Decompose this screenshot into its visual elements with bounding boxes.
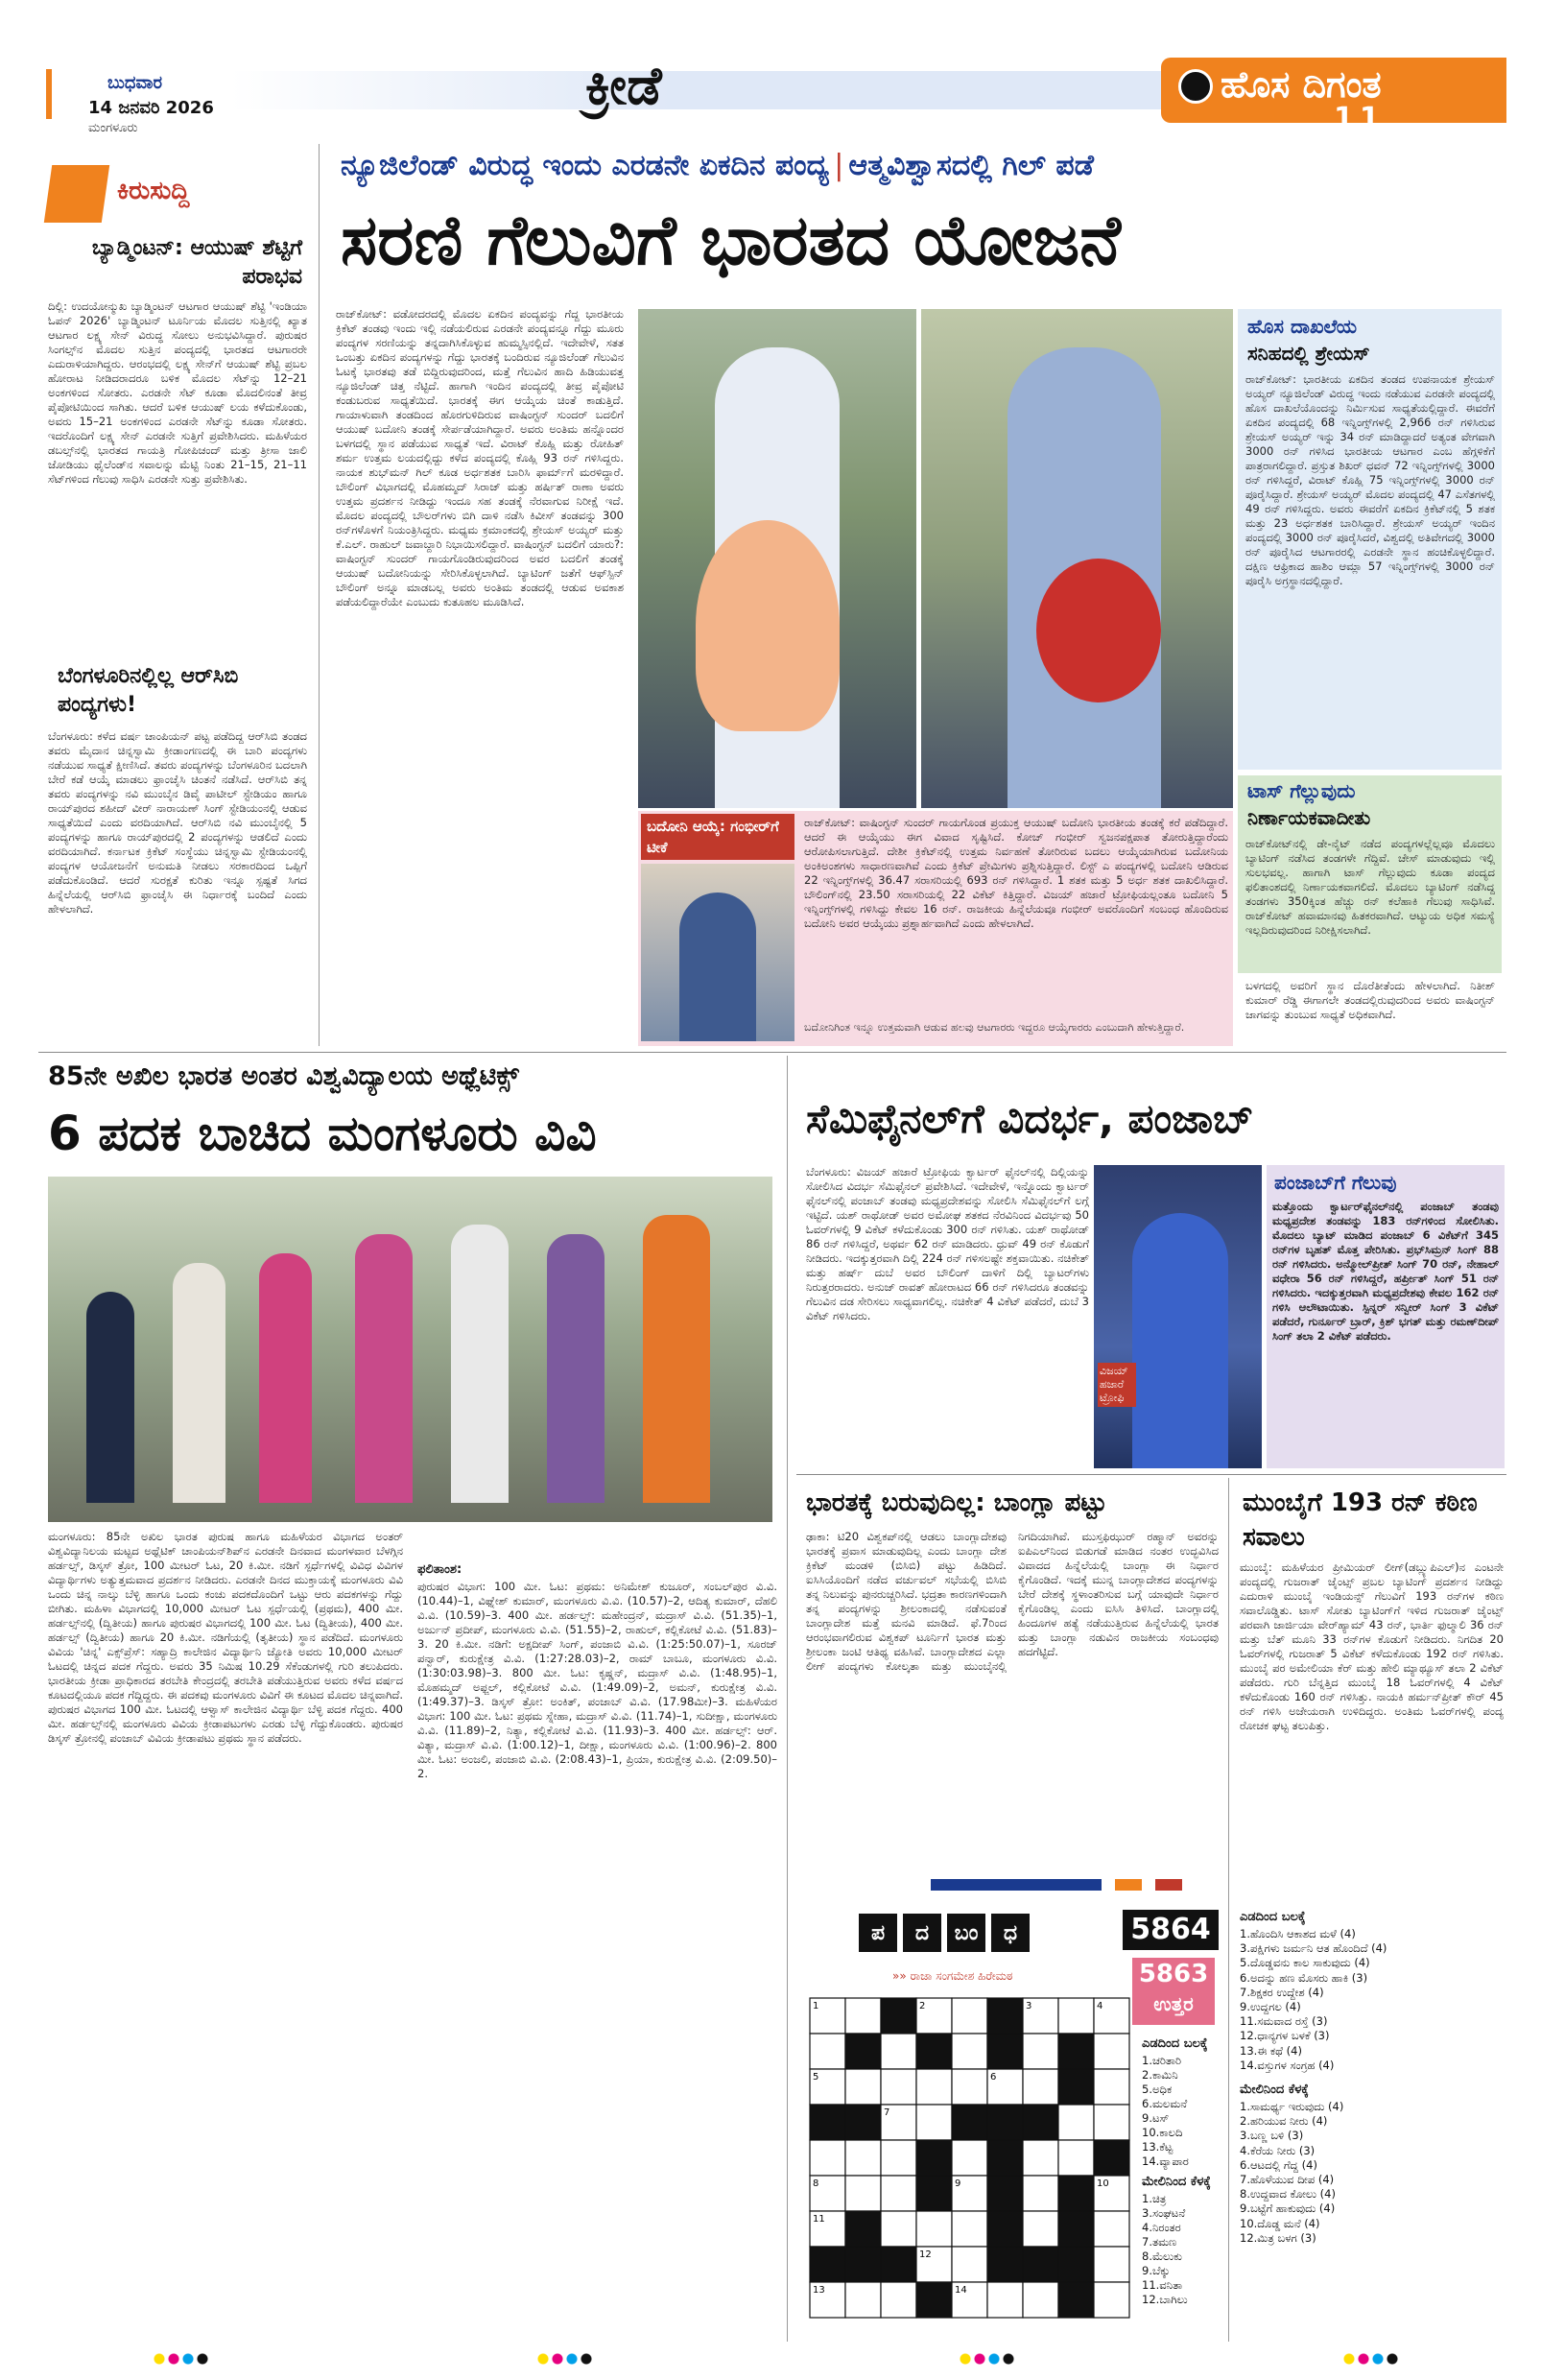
crossword-block — [1094, 2140, 1129, 2176]
crossword-block — [916, 2176, 952, 2211]
brief-body: ಬೆಂಗಳೂರು: ಕಳೆದ ವರ್ಷ ಚಾಂಪಿಯನ್ ಪಟ್ಟ ಪಡೆದಿದ್ದ ಆರ್‌ಸಿಬಿ ತಂಡದ ತವರು ಮೈದಾನ ಚಿನ್ನಸ್ವಾಮಿ ಕ್ರೀಡಾಂಗಣದಲ್ಲಿ ಈ ಬಾರಿ ಪಂದ್ಯಗಳು ನಡೆಯುವ ಸಾಧ್ಯತೆ ಕ್ಷೀಣಿಸಿದೆ. ತವರು ಪಂದ್ಯಗಳನ್ನು ಬೆಂಗಳೂರಿನ ಬದಲಾಗಿ ಬೇರೆ ಕಡೆ ಆಯ್ಕೆ ಮಾಡಲು ಫ್ರಾಂಚೈಸಿ ಚಿಂತನೆ ನಡೆಸಿದೆ. ಆರ್‌ಸಿಬಿ ತನ್ನ ತವರು ಪಂದ್ಯಗಳನ್ನು ನವಿ ಮುಂಬೈನ ಡಿವೈ ಪಾಟೀಲ್ ಸ್ಟೇಡಿಯಂ ಹಾಗೂ ರಾಯ್‌ಪುರದ ಶಹೀದ್ ವೀರ್ ನಾರಾಯಣ್ ಸಿಂಗ್ ಸ್ಟೇಡಿಯಂನಲ್ಲಿ ಆಡುವ ಸಾಧ್ಯತೆಯಿದೆ ಎಂದು ವರದಿಯಾಗಿದೆ. ಆರ್‌ಸಿಬಿ ನವಿ ಮುಂಬೈನಲ್ಲಿ 5 ಪಂದ್ಯಗಳನ್ನು ಹಾಗೂ ರಾಯ್‌ಪುರದಲ್ಲಿ 2 ಪಂದ್ಯಗಳನ್ನು ಆಡಲಿದೆ ಎಂದು ವರದಿಯಾಗಿದೆ. ಕರ್ನಾಟಕ ಕ್ರಿಕೆಟ್ ಸಂಸ್ಥೆಯು ಚಿನ್ನಸ್ವಾಮಿ ಸ್ಟೇಡಿಯಂನಲ್ಲಿ ಪಂದ್ಯಗಳ ಆಯೋಜನೆಗೆ ಅನುಮತಿ ನೀಡಲು ಸರಕಾರದಿಂದ ಒಪ್ಪಿಗೆ ಪಡೆದುಕೊಂಡಿದೆ. ಆದರೆ ಸುರಕ್ಷತೆ ಕುರಿತು ಇನ್ನೂ ಸ್ಪಷ್ಟತೆ ಸಿಗದ ಹಿನ್ನೆಲೆಯಲ್ಲಿ ಆರ್‌ಸಿಬಿ ಫ್ರಾಂಚೈಸಿ ಈ ನಿರ್ಧಾರಕ್ಕೆ ಬಂದಿದೆ ಎಂದು ಹೇಳಲಾಗಿದೆ. — [48, 729, 307, 916]
crossword-cell[interactable] — [1094, 2034, 1129, 2069]
column-divider — [1228, 1478, 1229, 2342]
punjab-title: ಪಂಜಾಬ್‌ಗೆ ಗೆಲುವು — [1274, 1171, 1397, 1194]
crossword-cell[interactable] — [845, 1998, 881, 2034]
crossword-block — [1058, 2069, 1094, 2105]
crossword-block — [810, 2105, 845, 2140]
crossword-block — [845, 2247, 881, 2282]
crossword-cell-number: 14 — [955, 2285, 967, 2296]
masthead-band — [230, 71, 1209, 109]
lead-kicker — [341, 149, 1492, 187]
crossword-clue: 8.ಮೆಲುಕು — [1142, 2249, 1182, 2263]
crossword-clue: 3.ಪಕ್ಷಿಗಳು ಜರ್ಮನಿ ಆತ ಹೊಂದಿದೆ (4) — [1240, 1941, 1387, 1956]
toss-body: ರಾಜ್‌ಕೋಟ್‌ನಲ್ಲಿ ಡೇ-ನೈಟ್ ನಡೆದ ಪಂದ್ಯಗಳಲ್ಲೆಲ್ಲವೂ ಮೊದಲು ಬ್ಯಾಟಿಂಗ್ ನಡೆಸಿದ ತಂಡಗಳೇ ಗೆದ್ದಿವೆ. ಚೇಸ್ ಮಾಡುವುದು ಇಲ್ಲಿ ಸುಲಭವಲ್ಲ. ಹಾಗಾಗಿ ಟಾಸ್ ಗೆಲ್ಲುವುದು ಕೂಡಾ ಪಂದ್ಯದ ಫಲಿತಾಂಶದಲ್ಲಿ ನಿರ್ಣಾಯಕವಾಗಲಿದೆ. ಮೊದಲು ಬ್ಯಾಟಿಂಗ್ ನಡೆಸಿದ್ದ ತಂಡಗಳು 350ಕ್ಕಿಂತ ಹೆಚ್ಚು ರನ್ ಕಲೆಹಾಕಿ ಗೆಲುವು ಸಾಧಿಸಿವೆ. ರಾಜ್‌ಕೋಟ್ ಹವಾಮಾನವು ಹಿತಕರವಾಗಿದೆ. ಆಟ್ಯುಯ ಅಧಿಕ ಸಮಸ್ಯೆ ಇಲ್ಲದಿರುವುದರಿಂದ ನಿರೀಕ್ಷಿಸಲಾಗಿದೆ. — [1245, 837, 1495, 937]
lead-kicker-right: ಆತ್ಮವಿಶ್ವಾಸದಲ್ಲಿ ಗಿಲ್ ಪಡೆ — [848, 149, 1094, 182]
lead-photo-rahul — [921, 309, 1233, 808]
column-divider — [787, 1056, 788, 2342]
crossword-clue: 9.ಬೆಕ್ಕು — [1142, 2264, 1171, 2277]
crossword-block — [916, 2034, 952, 2069]
crossword-block — [1058, 2034, 1094, 2069]
prev-crossword-label: ಉತ್ತರ — [1153, 1992, 1194, 2015]
registration-mark — [960, 2353, 1017, 2365]
crossword-block — [1058, 2176, 1094, 2211]
crossword-clue: 12.ಬಾಗಿಲು — [1142, 2293, 1188, 2306]
athletics-photo — [48, 1177, 772, 1522]
crossword-cell[interactable] — [1094, 2069, 1129, 2105]
badoni-body: ರಾಜ್‌ಕೋಟ್: ವಾಷಿಂಗ್ಟನ್ ಸುಂದರ್ ಗಾಯಗೊಂಡ ಪ್ರಯುಕ್ತ ಆಯುಷ್ ಬದೋನಿ ಭಾರತೀಯ ತಂಡಕ್ಕೆ ಕರೆ ಪಡೆದಿದ್ದಾರೆ. ಆದರೆ ಈ ಆಯ್ಕೆಯು ಈಗ ವಿವಾದ ಸೃಷ್ಟಿಸಿದೆ. ಕೋಚ್ ಗಂಭೀರ್ ಸ್ವಜನಪಕ್ಷಪಾತ ತೋರುತ್ತಿದ್ದಾರೆಂದು ಆರೋಪಿಸಲಾಗುತ್ತಿದೆ. ದೇಶೀ ಕ್ರಿಕೆಟ್‌ನಲ್ಲಿ ಉತ್ತಮ ನಿರ್ವಹಣೆ ತೋರಿರುವ ಬದಲು ಆಯ್ಕೆಯಾಗಿರುವ ಬದೋನಿಯ ಅಂಕಿಅಂಶಗಳು ಸಾಧಾರಣವಾಗಿವೆ ಎಂದು ಕ್ರಿಕೆಟ್ ಪ್ರೇಮಿಗಳು ಪ್ರಶ್ನಿಸುತ್ತಿದ್ದಾರೆ. ಲಿಸ್ಟ್ ಎ ಪಂದ್ಯಗಳಲ್ಲಿ ಬದೋನಿ ಆಡಿರುವ 22 ಇನ್ನಿಂಗ್ಸ್‌ಗಳಲ್ಲಿ 36.47 ಸರಾಸರಿಯಲ್ಲಿ 693 ರನ್ ಗಳಿಸಿದ್ದಾರೆ. 1 ಶತಕ ಮತ್ತು 5 ಅರ್ಧ ಶತಕ ದಾಖಲಿಸಿದ್ದಾರೆ. ಬೌಲಿಂಗ್‌ನಲ್ಲಿ 23.50 ಸರಾಸರಿಯಲ್ಲಿ 22 ವಿಕೆಟ್ ಕಿತ್ತಿದ್ದಾರೆ. ವಿಜಯ್ ಹಜಾರೆ ಟ್ರೋಫಿಯಲ್ಲಂತೂ ಬದೋನಿ 5 ಇನ್ನಿಂಗ್ಸ್‌ಗಳಲ್ಲಿ ಗಳಿಸಿದ್ದು ಕೇವಲ 16 ರನ್. ರಾಜಕೀಯ ಹಿನ್ನೆಲೆಯವೂ ಗಂಭೀರ್ ಅವರೊಂದಿಗೆ ಸಂಬಂಧ ಹೊಂದಿರುವ ಬದೋನಿ ಅವರ ಆಯ್ಕೆಯು ಪ್ರಶ್ನಾರ್ಹವಾಗಿದೆ ಎಂದು ಹೇಳಲಾಗಿದೆ. — [804, 816, 1228, 930]
crossword-clue: 12.ಧಾನ್ಯಗಳ ಬಳಕೆ (3) — [1240, 2029, 1330, 2043]
crossword-cell[interactable] — [1058, 2105, 1094, 2140]
athletics-body-left: ಮಂಗಳೂರು: 85ನೇ ಅಖಿಲ ಭಾರತ ಪುರುಷ ಹಾಗೂ ಮಹಿಳೆಯರ ವಿಭಾಗದ ಅಂತರ್ ವಿಶ್ವವಿದ್ಯಾನಿಲಯ ಮಟ್ಟದ ಅಥ್ಲೆಟಿಕ್ ಚಾಂಪಿಯನ್‌ಶಿಪ್‌ನ ಎರಡನೇ ದಿನವಾದ ಮಂಗಳವಾರ ಬೆಳಗ್ಗಿನ ಹರ್ಡಲ್ಸ್, ಡಿಸ್ಕಸ್ ತ್ರೋ, 100 ಮೀಟರ್ ಓಟ, 20 ಕಿ.ಮೀ. ನಡಿಗೆ ಸ್ಪರ್ಧೆಗಳಲ್ಲಿ ವಿವಿಧ ವಿವಿಗಳ ವಿದ್ಯಾರ್ಥಿಗಳು ಅತ್ಯುತ್ತಮವಾದ ಪ್ರದರ್ಶನ ನೀಡಿದರು. ಎರಡನೇ ದಿನದ ಮುಕ್ತಾಯಕ್ಕೆ ಮಂಗಳೂರು ವಿವಿ ಒಂದು ಚಿನ್ನ ನಾಲ್ಕು ಬೆಳ್ಳಿ ಹಾಗೂ ಒಂದು ಕಂಚು ಪದಕದೊಂದಿಗೆ ಒಟ್ಟು ಆರು ಪದಕಗಳನ್ನು ಗೆದ್ದು ಬೀಗಿತು. ಮಹಿಳಾ ವಿಭಾಗದಲ್ಲಿ 10,000 ಮೀಟರ್ ಓಟ ಸ್ಪರ್ಧೆಯಲ್ಲಿ (ಪ್ರಥಮ), 400 ಮೀ. ಹರ್ಡಲ್ಸ್‌ನಲ್ಲಿ (ದ್ವಿತೀಯ) ಹಾಗೂ ಪುರುಷರ ವಿಭಾಗದಲ್ಲಿ 100 ಮೀ. ಓಟ (ದ್ವಿತೀಯ), 400 ಮೀ. ಹರ್ಡಲ್ಸ್ (ದ್ವಿತೀಯ) ಹಾಗೂ 20 ಕಿ.ಮೀ. ನಡಿಗೆಯಲ್ಲಿ (ತೃತೀಯ) ಸ್ಥಾನ ಪಡೆದಿದೆ. ಮಂಗಳೂರು ವಿವಿಯ 'ಚಿನ್ನ' ಎಕ್ಸ್‌ಪ್ರೆಸ್: ಸಹ್ಯಾದ್ರಿ ಕಾಲೇಜಿನ ವಿದ್ಯಾರ್ಥಿನಿ ಜ್ಯೋತಿ ಅವರು 10,000 ಮೀಟರ್ ಓಟದಲ್ಲಿ ಚಿನ್ನದ ಪದಕ ಗೆದ್ದರು. ಅವರು 35 ನಿಮಿಷ 10.29 ಸೆಕೆಂಡುಗಳಲ್ಲಿ ಗುರಿ ತಲುಪಿದರು. ಭಾರತೀಯ ಕ್ರೀಡಾ ಪ್ರಾಧಿಕಾರದ ತರಬೇತಿ ಕೇಂದ್ರದಲ್ಲಿ ತರಬೇತಿ ಪಡೆಯುತ್ತಿರುವ ಅವರು ಕಳೆದ ವರ್ಷದ ಕೂಟದಲ್ಲಿಯೂ ಪದಕ ಗೆದ್ದಿದ್ದರು. ಈ ಪದಕವು ಮಂಗಳೂರು ವಿವಿಗೆ ಈ ಕೂಟದ ಮೊದಲ ಚಿನ್ನವಾಗಿದೆ. ಪುರುಷರ ವಿಭಾಗದ 100 ಮೀ. ಓಟದಲ್ಲಿ ಆಳ್ವಾಸ್ ಕಾಲೇಜಿನ ವಿದ್ಯಾರ್ಥಿ ಬೆಳ್ಳಿ ಪದಕ ಗೆದ್ದರು. 400 ಮೀ. ಹರ್ಡಲ್ಸ್‌ನಲ್ಲಿ ಮಂಗಳೂರು ವಿವಿಯ ಕ್ರೀಡಾಪಟುಗಳು ಎರಡು ಬೆಳ್ಳಿ ಗೆದ್ದುಕೊಂಡರು. ಪುರುಷರ ಡಿಸ್ಕಸ್ ತ್ರೋನಲ್ಲಿ ಪಂಜಾಬ್ ವಿವಿಯ ಕ್ರೀಡಾಪಟು ಪ್ರಥಮ ಸ್ಥಾನ ಪಡೆದರು. — [48, 1530, 403, 1745]
crossword-clue: 7.ಶಿಕ್ಷಕರ ಉದ್ದೇಶ (4) — [1240, 1985, 1324, 1999]
badoni-caption: ಬದೋನಿಗಿಂತ ಇನ್ನೂ ಉತ್ತಮವಾಗಿ ಆಡುವ ಹಲವು ಆಟಗಾರರು ಇದ್ದರೂ ಆಯ್ಕೆಗಾರರು ಎಂಬುದಾಗಿ ಹೇಳುತ್ತಿದ್ದಾರೆ. — [804, 1021, 1185, 1034]
athletics-headline: 6 ಪದಕ ಬಾಚಿದ ಮಂಗಳೂರು ವಿವಿ — [48, 1106, 597, 1161]
semis-photo — [1094, 1165, 1262, 1468]
crossword-cell[interactable] — [881, 2069, 916, 2105]
crossword-cell[interactable] — [1094, 2211, 1129, 2247]
crossword-clue: 6.ಮಲಮನೆ — [1142, 2097, 1188, 2110]
crossword-block — [987, 2247, 1023, 2282]
prev-across-list — [1142, 2054, 1228, 2169]
masthead-city: ಮಂಗಳೂರು — [88, 121, 138, 135]
crossword-block — [916, 2282, 952, 2318]
crossword-block — [987, 2105, 1023, 2140]
paper-logo-icon — [1178, 69, 1213, 104]
badoni-photo — [641, 864, 794, 1041]
hand-icon — [44, 165, 109, 223]
brief-body: ದಿಲ್ಲಿ: ಉದಯೋನ್ಮುಖ ಬ್ಯಾಡ್ಮಿಂಟನ್ ಆಟಗಾರ ಆಯುಷ್ ಶೆಟ್ಟಿ 'ಇಂಡಿಯಾ ಓಪನ್ 2026' ಬ್ಯಾಡ್ಮಿಂಟನ್ ಟೂರ್ನಿಯ ಮೊದಲ ಸುತ್ತಿನಲ್ಲಿ ಖ್ಯಾತ ಆಟಗಾರ ಲಕ್ಷ್ಯ ಸೇನ್ ವಿರುದ್ಧ ಸೋಲು ಅನುಭವಿಸಿದ್ದಾರೆ. ಪುರುಷರ ಸಿಂಗಲ್ಸ್‌ನ ಮೊದಲ ಸುತ್ತಿನ ಪಂದ್ಯದಲ್ಲಿ ಭಾರತದ ಆಟಗಾರರೇ ಎದುರಾಳಿಯಾಗಿದ್ದರು. ಆರಂಭದಲ್ಲಿ ಲಕ್ಷ್ಯ ಸೇನ್‌ಗೆ ಆಯುಷ್ ಶೆಟ್ಟಿ ಪ್ರಬಲ ಹೋರಾಟ ನೀಡಿದರಾದರೂ ಬಳಿಕ ಮೊದಲ ಸೆಟ್‌ನ್ನು 12–21 ಅಂಕಗಳಿಂದ ಸೋತರು. ಎರಡನೇ ಸೆಟ್ ಕೂಡಾ ಮೊದಲಿನಂತೆ ತೀವ್ರ ಪೈಪೋಟಿಯಿಂದ ಸಾಗಿತು. ಆದರೆ ಬಳಿಕ ಆಯುಷ್ ಲಯ ಕಳೆದುಕೊಂಡು, ಅವರು 15–21 ಅಂಕಗಳಿಂದ ಎರಡನೇ ಸೆಟ್‌ನ್ನು ಕೂಡಾ ಸೋತರು. ಇದರೊಂದಿಗೆ ಲಕ್ಷ್ಯ ಸೇನ್ ಎರಡನೇ ಸುತ್ತಿಗೆ ಪ್ರವೇಶಿಸಿದರು. ಮಹಿಳೆಯರ ಡಬಲ್ಸ್‌ನಲ್ಲಿ ಭಾರತದ ಗಾಯತ್ರಿ ಗೋಪಿಚಂದ್ ಮತ್ತು ತ್ರೀಸಾ ಜಾಲಿ ಜೋಡಿಯು ಥೈಲೆಂಡ್‌ನ ಸವಾಲನ್ನು ಮೆಟ್ಟಿ ನಿಂತು 21–15, 21–11 ಸೆಟ್‌ಗಳಿಂದ ಗೆಲುವು ಸಾಧಿಸಿ ಎರಡನೇ ಸುತ್ತು ಪ್ರವೇಶಿಸಿತು. — [48, 299, 307, 486]
masthead-date: 14 ಜನವರಿ 2026 — [88, 98, 214, 118]
column-divider — [319, 144, 320, 1046]
crossword-cell-number: 7 — [884, 2107, 890, 2118]
crossword-cell-number: 9 — [955, 2178, 961, 2189]
semis-headline: ಸೆಮಿಫೈನಲ್‌ಗೆ ವಿದರ್ಭ, ಪಂಜಾಬ್ — [806, 1095, 1254, 1142]
crossword-cell[interactable] — [916, 2105, 952, 2140]
clues-across-title: ಎಡದಿಂದ ಬಲಕ್ಕೆ — [1240, 1910, 1306, 1924]
bangla-body: ಢಾಕಾ: ಟಿ20 ವಿಶ್ವಕಪ್‌ನಲ್ಲಿ ಆಡಲು ಬಾಂಗ್ಲಾದೇಶವು ಭಾರತಕ್ಕೆ ಪ್ರವಾಸ ಮಾಡುವುದಿಲ್ಲ ಎಂದು ಬಾಂಗ್ಲಾ ದೇಶ ಕ್ರಿಕೆಟ್ ಮಂಡಳಿ (ಬಿಸಿಬಿ) ಪಟ್ಟು ಹಿಡಿದಿದೆ. ಐಸಿಸಿಯೊಂದಿಗೆ ನಡೆದ ವರ್ಚುವಲ್ ಸಭೆಯಲ್ಲಿ ಬಿಸಿಬಿ ತನ್ನ ನಿಲುವನ್ನು ಪುನರುಚ್ಚರಿಸಿದೆ. ಭದ್ರತಾ ಕಾರಣಗಳಿಂದಾಗಿ ತನ್ನ ಪಂದ್ಯಗಳನ್ನು ಶ್ರೀಲಂಕಾದಲ್ಲಿ ನಡೆಸುವಂತೆ ಬಾಂಗ್ಲಾದೇಶ ಮತ್ತೆ ಮನವಿ ಮಾಡಿದೆ. ಫೆ.7ರಿಂದ ಆರಂಭವಾಗಲಿರುವ ವಿಶ್ವಕಪ್ ಟೂರ್ನಿಗೆ ಭಾರತ ಮತ್ತು ಶ್ರೀಲಂಕಾ ಜಂಟಿ ಆತಿಥ್ಯ ವಹಿಸಿವೆ. ಬಾಂಗ್ಲಾದೇಶದ ಎಲ್ಲಾ ಲೀಗ್ ಪಂದ್ಯಗಳು ಕೋಲ್ಕತಾ ಮತ್ತು ಮುಂಬೈನಲ್ಲಿ ನಿಗದಿಯಾಗಿವೆ. ಮುಸ್ತಫಿಝುರ್ ರಹ್ಮಾನ್ ಅವರನ್ನು ಐಪಿಎಲ್‌ನಿಂದ ಬಿಡುಗಡೆ ಮಾಡಿದ ನಂತರ ಉದ್ಭವಿಸಿದ ವಿವಾದದ ಹಿನ್ನೆಲೆಯಲ್ಲಿ ಬಾಂಗ್ಲಾ ಈ ನಿರ್ಧಾರ ಕೈಗೊಂಡಿದೆ. ಇದಕ್ಕೆ ಮುನ್ನ ಬಾಂಗ್ಲಾದೇಶದ ಪಂದ್ಯಗಳನ್ನು ಬೇರೆ ದೇಶಕ್ಕೆ ಸ್ಥಳಾಂತರಿಸುವ ಬಗ್ಗೆ ಯಾವುದೇ ನಿರ್ಧಾರ ಕೈಗೊಂಡಿಲ್ಲ ಎಂದು ಐಸಿಸಿ ತಿಳಿಸಿದೆ. ಬಾಂಗ್ಲಾದಲ್ಲಿ ಹಿಂದೂಗಳ ಹತ್ಯೆ ನಡೆಯುತ್ತಿರುವ ಹಿನ್ನೆಲೆಯಲ್ಲಿ ಭಾರತ ಮತ್ತು ಬಾಂಗ್ಲಾ ನಡುವಿನ ರಾಜಕೀಯ ಸಂಬಂಧವು ಹದಗೆಟ್ಟಿದೆ. — [806, 1530, 1219, 1673]
crossword-cell-number: 3 — [1026, 2001, 1032, 2011]
crossword-author: »» ರಾಜಾ ಸಂಗಮೇಶ ಹಿರೇಮಠ — [892, 1969, 1013, 1983]
kirusuddi-label: ಕಿರುಸುದ್ದಿ — [117, 177, 190, 205]
crossword-clue: 1.ಹೊಂದಿಸಿ ಆಕಾಶದ ಮಳೆ (4) — [1240, 1927, 1356, 1940]
crossword-block — [916, 2140, 952, 2176]
crossword-cell[interactable] — [1023, 2069, 1058, 2105]
bouquet — [696, 520, 840, 731]
crossword-clue: 1.ಸಾಮರ್ಥ್ಯ ಇರುವುದು (4) — [1240, 2100, 1344, 2113]
crossword-clue: 11.ಸಮವಾದ ರಸ್ತೆ (3) — [1240, 2014, 1328, 2029]
runner-figure — [547, 1234, 605, 1503]
crossword-cell[interactable] — [1023, 2282, 1058, 2318]
athletics-results-title: ಫಲಿತಾಂಶ: — [417, 1562, 462, 1577]
crossword-cell[interactable] — [952, 1998, 987, 2034]
crossword-cell[interactable] — [1023, 2176, 1058, 2211]
crossword-cell-number: 6 — [990, 2072, 997, 2082]
bouquet — [1036, 559, 1161, 702]
athletics-kicker: 85ನೇ ಅಖಿಲ ಭಾರತ ಅಂತರ ವಿಶ್ವವಿದ್ಯಾಲಯ ಅಥ್ಲೆಟಿಕ್ಸ್ — [48, 1061, 519, 1091]
semis-photo-caption: ವಿಜಯ್ ಹಜಾರೆ ಟ್ರೋಫಿ — [1098, 1363, 1136, 1407]
crossword-cell[interactable] — [1023, 2211, 1058, 2247]
iyer-body: ರಾಜ್‌ಕೋಟ್: ಭಾರತೀಯ ಏಕದಿನ ತಂಡದ ಉಪನಾಯಕ ಶ್ರೇಯಸ್ ಅಯ್ಯರ್ ನ್ಯೂಜಿಲೆಂಡ್ ವಿರುದ್ಧ ಇಂದು ನಡೆಯುವ ಎರಡನೇ ಪಂದ್ಯದಲ್ಲಿ ಹೊಸ ದಾಖಲೆಯೊಂದನ್ನು ನಿರ್ಮಿಸುವ ಸಾಧ್ಯತೆಯಲ್ಲಿದ್ದಾರೆ. ಈವರೆಗೆ ಏಕದಿನ ಪಂದ್ಯದಲ್ಲಿ 68 ಇನ್ನಿಂಗ್ಸ್‌ಗಳಲ್ಲಿ 2,966 ರನ್ ಗಳಿಸಿರುವ ಶ್ರೇಯಸ್ ಅಯ್ಯರ್ ಇನ್ನು 34 ರನ್ ಮಾಡಿದ್ದಾದರೆ ಅತ್ಯಂತ ವೇಗವಾಗಿ 3000 ರನ್ ಗಳಿಸಿದ ಭಾರತೀಯ ಆಟಗಾರ ಎಂಬ ಹೆಗ್ಗಳಿಕೆಗೆ ಪಾತ್ರರಾಗಲಿದ್ದಾರೆ. ಪ್ರಸ್ತುತ ಶಿಖರ್ ಧವನ್ 72 ಇನ್ನಿಂಗ್ಸ್‌ಗಳಲ್ಲಿ 3000 ರನ್ ಗಳಿಸಿದ್ದರೆ, ವಿರಾಟ್ ಕೊಹ್ಲಿ 75 ಇನ್ನಿಂಗ್ಸ್‌ಗಳಲ್ಲಿ 3000 ರನ್ ಪೂರೈಸಿದ್ದಾರೆ. ಶ್ರೇಯಸ್ ಅಯ್ಯರ್ ಮೊದಲ ಪಂದ್ಯದಲ್ಲಿ 47 ಎಸೆತಗಳಲ್ಲಿ 49 ರನ್ ಗಳಿಸಿದ್ದರು. ಅವರು ಈವರೆಗೆ ಏಕದಿನ ಕ್ರಿಕೆಟ್‌ನಲ್ಲಿ 5 ಶತಕ ಮತ್ತು 23 ಅರ್ಧಶತಕ ಬಾರಿಸಿದ್ದಾರೆ. ಶ್ರೇಯಸ್ ಅಯ್ಯರ್ ಇಂದಿನ ಪಂದ್ಯದಲ್ಲಿ 3000 ರನ್ ಪೂರೈಸಿದರೆ, ವಿಶ್ವದಲ್ಲಿ ಅತಿವೇಗದಲ್ಲಿ 3000 ರನ್ ಪೂರೈಸಿದ ಆಟಗಾರರಲ್ಲಿ ಎರಡನೇ ಸ್ಥಾನ ಹಂಚಿಕೊಳ್ಳಲಿದ್ದಾರೆ. ದಕ್ಷಿಣ ಆಫ್ರಿಕಾದ ಹಾಶಿಂ ಆಮ್ಲಾ 57 ಇನ್ನಿಂಗ್ಸ್‌ಗಳಲ್ಲಿ 3000 ರನ್ ಪೂರೈಸಿ ಅಗ್ರಸ್ಥಾನದಲ್ಲಿದ್ದಾರೆ. — [1245, 372, 1495, 587]
lead-kicker-left: ನ್ಯೂಜಿಲೆಂಡ್ ವಿರುದ್ಧ ಇಂದು ಎರಡನೇ ಏಕದಿನ ಪಂದ್ಯ — [341, 149, 830, 182]
crossword-number: 5864 — [1123, 1910, 1219, 1950]
clues-down-list — [1240, 2100, 1504, 2246]
crossword-cell-number: 12 — [919, 2249, 932, 2260]
crossword-cell[interactable] — [952, 2034, 987, 2069]
registration-mark — [537, 2353, 595, 2365]
crossword-cell[interactable] — [881, 2034, 916, 2069]
kirusuddi-badge — [48, 165, 299, 223]
crossword-clue: 13.ಈ ಕಥೆ (4) — [1240, 2043, 1302, 2058]
crossword-block — [1023, 2105, 1058, 2140]
iyer-headline-2: ಸನಿಹದಲ್ಲಿ ಶ್ರೇಯಸ್ — [1247, 342, 1370, 365]
crossword-clue: 1.ಚರಿತಾರಿ — [1142, 2054, 1182, 2067]
kicker-separator: | — [834, 149, 844, 182]
athletics-body-right: ಪುರುಷರ ವಿಭಾಗ: 100 ಮೀ. ಓಟ: ಪ್ರಥಮ: ಅನಿಮೇಶ್ ಕುಜೂರ್, ಸಂಬಲ್‌ಪುರ ವಿ.ವಿ. (10.44)–1, ವಿಘ್ನೇಶ್ ಕುಮಾರ್, ಮಂಗಳೂರು ವಿ.ವಿ. (10.57)–2, ಆದಿತ್ಯ ಕುಮಾರ್, ದೆಹಲಿ ವಿ.ವಿ. (10.59)–3. 400 ಮೀ. ಹರ್ಡಲ್ಸ್: ಮಹೇಂದ್ರನ್, ಮದ್ರಾಸ್ ವಿ.ವಿ. (51.35)–1, ಅರ್ಜುನ್ ಪ್ರದೀಪ್, ಮಂಗಳೂರು ವಿ.ವಿ. (51.55)–2, ರಾಹುಲ್, ಕಲ್ಲಿಕೋಟೆ ವಿ.ವಿ. (51.83)–3. 20 ಕಿ.ಮೀ. ನಡಿಗೆ: ಅಕ್ಷದೀಪ್ ಸಿಂಗ್, ಪಂಜಾಬಿ ವಿ.ವಿ. (1:25:50.07)–1, ಸೂರಜ್ ಪನ್ವಾರ್, ಕುರುಕ್ಷೇತ್ರ ವಿ.ವಿ. (1:27:28.03)–2, ರಾಮ್ ಬಾಬೂ, ಮಂಗಳೂರು ವಿ.ವಿ. (1:30:03.98)–3. 800 ಮೀ. ಓಟ: ಕೃಷ್ಣನ್, ಮದ್ರಾಸ್ ವಿ.ವಿ. (1:48.95)–1, ಮೊಹಮ್ಮದ್ ಅಫ್ಜಲ್, ಕಲ್ಲಿಕೋಟೆ ವಿ.ವಿ. (1:49.09)–2, ಅಮನ್, ಕುರುಕ್ಷೇತ್ರ ವಿ.ವಿ. (1:49.37)–3. ಡಿಸ್ಕಸ್ ತ್ರೋ: ಅಂಕಿತ್, ಪಂಜಾಬ್ ವಿ.ವಿ. (17.98ಮೀ)–3. ಮಹಿಳೆಯರ ವಿಭಾಗ: 100 ಮೀ. ಓಟ: ಪ್ರಥಮ ಸ್ನೇಹಾ, ಮದ್ರಾಸ್ ವಿ.ವಿ. (11.74)–1, ಸುದೀಕ್ಷಾ, ಮಂಗಳೂರು ವಿ.ವಿ. (11.89)–2, ನಿತ್ಯಾ, ಕಲ್ಲಿಕೋಟೆ ವಿ.ವಿ. (11.93)–3. 400 ಮೀ. ಹರ್ಡಲ್ಸ್: ಆರ್. ವಿತ್ಯಾ, ಮದ್ರಾಸ್ ವಿ.ವಿ. (1:00.12)–1, ದೀಕ್ಷಾ, ಮಂಗಳೂರು ವಿ.ವಿ. (1:00.96)–2. 800 ಮೀ. ಓಟ: ಅಂಜಲಿ, ಪಂಜಾಬಿ ವಿ.ವಿ. (2:08.43)–1, ಪ್ರಿಯಾ, ಕುರುಕ್ಷೇತ್ರ ವಿ.ವಿ. (2:09.50)–2. — [417, 1580, 777, 1780]
crossword-cell-number: 1 — [813, 2001, 819, 2011]
crossword-cell-number: 10 — [1097, 2178, 1109, 2189]
crossword-cell[interactable] — [810, 2034, 845, 2069]
crossword-block — [987, 2034, 1023, 2069]
toss-headline-2: ನಿರ್ಣಾಯಕವಾದೀತು — [1247, 806, 1371, 829]
crossword-block — [987, 2140, 1023, 2176]
lead-body: ರಾಜ್‌ಕೋಟ್: ವಡೋದರದಲ್ಲಿ ಮೊದಲ ಏಕದಿನ ಪಂದ್ಯವನ್ನು ಗೆದ್ದ ಭಾರತೀಯ ಕ್ರಿಕೆಟ್ ತಂಡವು ಇಂದು ಇಲ್ಲಿ ನಡೆಯಲಿರುವ ಎರಡನೇ ಪಂದ್ಯವನ್ನೂ ಗೆದ್ದು ಮೂರು ಪಂದ್ಯಗಳ ಸರಣಿಯನ್ನು ತನ್ನದಾಗಿಸಿಕೊಳ್ಳುವ ಹುಮ್ಮಸ್ಸಿನಲ್ಲಿದೆ. ಇದೇವೇಳೆ, ಸತತ ಒಂಬತ್ತು ಏಕದಿನ ಪಂದ್ಯಗಳನ್ನು ಗೆದ್ದು ಭಾರತಕ್ಕೆ ಬಂದಿರುವ ನ್ಯೂಜಿಲೆಂಡ್ ಗೆಲುವಿನ ಓಟಕ್ಕೆ ಭಾರತವು ತಡೆ ಬಿದ್ದಿರುವುದರಿಂದ, ಮತ್ತೆ ಗೆಲುವಿನ ಹಾದಿ ಹಿಡಿಯುವತ್ತ ನ್ಯೂಜಿಲೆಂಡ್ ಚಿತ್ತ ನೆಟ್ಟಿದೆ. ಹಾಗಾಗಿ ಇಂದಿನ ಪಂದ್ಯದಲ್ಲಿ ತೀವ್ರ ಪೈಪೋಟಿ ಕಂಡುಬರುವ ಸಾಧ್ಯತೆಯಿದೆ. ಭಾರತಕ್ಕೆ ಈಗ ಆಯ್ಕೆಯ ಚಿಂತೆ ಕಾಡುತ್ತಿದೆ. ಗಾಯಾಳುವಾಗಿ ತಂಡದಿಂದ ಹೊರಗುಳಿದಿರುವ ವಾಷಿಂಗ್ಟನ್ ಸುಂದರ್ ಬದಲಿಗೆ ಆಯುಷ್ ಬದೋನಿ ತಂಡಕ್ಕೆ ಸೇರ್ಪಡೆಯಾಗಿದ್ದಾರೆ. ಅವರು ಅಂತಿಮ ಹನ್ನೊಂದರ ಬಳಗದಲ್ಲಿ ಸ್ಥಾನ ಪಡೆಯುವ ಸಾಧ್ಯತೆ ಇದೆ. ವಿರಾಟ್ ಕೊಹ್ಲಿ ಮತ್ತು ರೋಹಿತ್ ಶರ್ಮ ಉತ್ತಮ ಲಯದಲ್ಲಿದ್ದು ಕಳೆದ ಪಂದ್ಯದಲ್ಲಿ ಕೊಹ್ಲಿ 93 ರನ್ ಗಳಿಸಿದ್ದರು. ನಾಯಕ ಶುಭ್‌ಮನ್ ಗಿಲ್ ಕೂಡ ಅರ್ಧಶತಕ ಬಾರಿಸಿ ಫಾರ್ಮ್‌ಗೆ ಮರಳಿದ್ದಾರೆ. ಬೌಲಿಂಗ್ ವಿಭಾಗದಲ್ಲಿ ಮೊಹಮ್ಮದ್ ಸಿರಾಜ್ ಮತ್ತು ಹರ್ಷಿತ್ ರಾಣಾ ಅವರು ಉತ್ತಮ ಪ್ರದರ್ಶನ ನೀಡಿದ್ದು ಇಂದೂ ಸಹ ತಂಡಕ್ಕೆ ನೆರವಾಗುವ ನಿರೀಕ್ಷೆ ಇದೆ. ಮೊದಲ ಪಂದ್ಯದಲ್ಲಿ ಬೌಲರ್‌ಗಳು ಬಿಗಿ ದಾಳಿ ನಡೆಸಿ ಕಿವೀಸ್ ತಂಡವನ್ನು 300 ರನ್‌ಗಳೊಳಗೆ ನಿಯಂತ್ರಿಸಿದ್ದರು. ಮಧ್ಯಮ ಕ್ರಮಾಂಕದಲ್ಲಿ ಶ್ರೇಯಸ್ ಅಯ್ಯರ್ ಮತ್ತು ಕೆ.ಎಲ್. ರಾಹುಲ್ ಜವಾಬ್ದಾರಿ ನಿಭಾಯಿಸಲಿದ್ದಾರೆ. ವಾಷಿಂಗ್ಟನ್ ಬದಲಿಗೆ ಯಾರು?: ವಾಷಿಂಗ್ಟನ್ ಸುಂದರ್ ಗಾಯಗೊಂಡಿರುವುದರಿಂದ ಅವರ ಬದಲಿಗೆ ತಂಡಕ್ಕೆ ಆಯುಷ್ ಬದೋನಿಯನ್ನು ಸೇರಿಸಿಕೊಳ್ಳಲಾಗಿದೆ. ಬ್ಯಾಟಿಂಗ್ ಜತೆಗೆ ಆಫ್‌ಸ್ಪಿನ್ ಬೌಲಿಂಗ್ ಅನ್ನೂ ಮಾಡಬಲ್ಲ ಅವರು ಅಂತಿಮ ತಂಡದಲ್ಲಿ ಆಡುವ ಅವಕಾಶ ಪಡೆಯಲಿದ್ದಾರೆಯೇ ಎಂಬುದು ಕುತೂಹಲ ಮೂಡಿಸಿದೆ. — [336, 307, 624, 608]
clues-across-list — [1240, 1927, 1504, 2073]
color-strip — [1075, 1879, 1209, 1891]
crossword-clue: 13.ಕೆಟ್ಟ — [1142, 2140, 1174, 2154]
crossword-clue: 1.ಚಿತ್ರ — [1142, 2192, 1167, 2205]
crossword-cell[interactable] — [881, 2176, 916, 2211]
masthead — [0, 0, 1541, 134]
masthead-left-bar — [46, 69, 52, 119]
crossword-cell[interactable] — [845, 2282, 881, 2318]
crossword-cell[interactable] — [1023, 2140, 1058, 2176]
crossword-title-letter: ಧ — [991, 1914, 1030, 1952]
crossword-cell[interactable] — [1094, 2247, 1129, 2282]
iyer-headline-1: ಹೊಸ ದಾಖಲೆಯ — [1247, 315, 1358, 338]
crossword-block — [952, 2105, 987, 2140]
prev-crossword-number: 5863 — [1138, 1960, 1209, 1988]
crossword-block — [845, 2211, 881, 2247]
crossword-cell[interactable] — [952, 2211, 987, 2247]
crossword-grid[interactable] — [808, 1996, 1134, 2322]
brief-headline: ಬ್ಯಾಡ್ಮಿಂಟನ್: ಆಯುಷ್ ಶೆಟ್ಟಿಗೆ ಪರಾಭವ — [91, 236, 302, 289]
crossword-clue: 5.ಅಧಿಕ — [1142, 2082, 1173, 2096]
registration-mark — [154, 2353, 211, 2365]
crossword-block — [1058, 2211, 1094, 2247]
crossword-clue: 7.ತಮಣ — [1142, 2235, 1177, 2249]
crossword-block — [881, 2247, 916, 2282]
crossword-cell[interactable] — [1023, 2034, 1058, 2069]
player-figure — [679, 892, 756, 1041]
runner-figure — [173, 1263, 225, 1503]
crossword-block — [1058, 2282, 1094, 2318]
crossword-clue: 6.ಅದನ್ನು ಹಣ ಮೊಸರು ಹಾಕಿ (3) — [1240, 1970, 1368, 1985]
crossword-clue: 2.ಕಾಮಿನಿ — [1142, 2068, 1178, 2082]
crossword-block — [1023, 2247, 1058, 2282]
crossword-clue: 3.ಬಣ್ಣ ಬಳಿ (3) — [1240, 2129, 1304, 2143]
crossword-cell-number: 11 — [813, 2214, 825, 2225]
crossword-cell[interactable] — [810, 2140, 845, 2176]
crossword-cell[interactable] — [845, 2176, 881, 2211]
crossword-block — [987, 2176, 1023, 2211]
crossword-clue: 9.ಟಸ್ — [1142, 2111, 1170, 2125]
lead-photo-kohli — [638, 309, 916, 808]
player-figure — [1132, 1213, 1228, 1468]
crossword-clue: 14.ವಸ್ತುಗಳ ಸಂಗ್ರಹ (4) — [1240, 2058, 1335, 2072]
registration-mark — [1343, 2353, 1401, 2365]
crossword-cell[interactable] — [1094, 2282, 1129, 2318]
mumbai-body: ಮುಂಬೈ: ಮಹಿಳೆಯರ ಪ್ರೀಮಿಯರ್ ಲೀಗ್(ಡಬ್ಲ್ಯುಪಿಎಲ್)ನ ಎಂಟನೇ ಪಂದ್ಯದಲ್ಲಿ ಗುಜರಾತ್ ಜೈಂಟ್ಸ್ ಪ್ರಬಲ ಬ್ಯಾಟಿಂಗ್ ಪ್ರದರ್ಶನ ನೀಡಿದ್ದು ಎದುರಾಳಿ ಮುಂಬೈ ಇಂಡಿಯನ್ಸ್ ಗೆಲುವಿಗೆ 193 ರನ್‌ಗಳ ಕಠಿಣ ಸವಾಲೊಡ್ಡಿತು. ಟಾಸ್ ಸೋತು ಬ್ಯಾಟಿಂಗ್‌ಗೆ ಇಳಿದ ಗುಜರಾತ್ ಜೈಂಟ್ಸ್ ಪರವಾಗಿ ಜಾರ್ಜಿಯಾ ವೇರ್‌ಹ್ಯಾಮ್ 43 ರನ್, ಭಾರ್ತಿ ಫುಲ್ಮಾಲಿ 36 ರನ್ ಮತ್ತು ಬೆತ್ ಮೂನಿ 33 ರನ್‌ಗಳ ಕೊಡುಗೆ ನೀಡಿದರು. ನಿಗದಿತ 20 ಓವರ್‌ಗಳಲ್ಲಿ ಗುಜರಾತ್ 5 ವಿಕೆಟ್ ಕಳೆದುಕೊಂಡು 192 ರನ್ ಗಳಿಸಿತು. ಮುಂಬೈ ಪರ ಅಮೇಲಿಯಾ ಕೆರ್ ಮತ್ತು ಹೇಲಿ ಮ್ಯಾಥ್ಯೂಸ್ ತಲಾ 2 ವಿಕೆಟ್ ಪಡೆದರು. ಗುರಿ ಬೆನ್ನತ್ತಿದ ಮುಂಬೈ 18 ಓವರ್‌ಗಳಲ್ಲಿ 4 ವಿಕೆಟ್ ಕಳೆದುಕೊಂಡು 160 ರನ್ ಗಳಿಸಿತ್ತು. ನಾಯಕಿ ಹರ್ಮನ್‌ಪ್ರೀತ್ ಕೌರ್ 45 ರನ್ ಗಳಿಸಿ ಅಜೇಯರಾಗಿ ಉಳಿದಿದ್ದರು. ಅಂತಿಮ ಓವರ್‌ಗಳಲ್ಲಿ ಪಂದ್ಯ ರೋಚಕ ಘಟ್ಟ ತಲುಪಿತ್ತು. — [1240, 1560, 1504, 1732]
crossword-cell[interactable] — [952, 2140, 987, 2176]
crossword-clue: 2.ಹರಿಯುವ ನೀರು (4) — [1240, 2114, 1328, 2129]
crossword-cell[interactable] — [881, 2282, 916, 2318]
crossword-cell[interactable] — [952, 2069, 987, 2105]
runner-figure — [86, 1292, 134, 1503]
crossword-clue: 4.ಕೆರೆಯ ನೀರು (3) — [1240, 2143, 1316, 2157]
crossword-block — [987, 2211, 1023, 2247]
runner-figure — [643, 1215, 710, 1503]
crossword-cell[interactable] — [845, 2140, 881, 2176]
crossword-cell[interactable] — [952, 2247, 987, 2282]
prev-down-title: ಮೇಲಿನಿಂದ ಕೆಳಕ್ಕೆ — [1142, 2175, 1211, 2189]
crossword-cell-number: 5 — [813, 2072, 819, 2082]
clues-down-title: ಮೇಲಿನಿಂದ ಕೆಳಕ್ಕೆ — [1240, 2082, 1309, 2097]
crossword-clue: 7.ಹೊಳೆಯುವ ದೀಪ (4) — [1240, 2173, 1335, 2187]
toss-headline-1: ಟಾಸ್ ಗೆಲ್ಲುವುದು — [1247, 779, 1356, 802]
runner-figure — [451, 1225, 509, 1503]
crossword-clue: 6.ಆಟದಲ್ಲಿ ಗೆದ್ದ (4) — [1240, 2157, 1317, 2172]
crossword-cell[interactable] — [1058, 2140, 1094, 2176]
crossword-cell-number: 4 — [1097, 2001, 1103, 2011]
crossword-clue: 10.ದೊಡ್ಡ ಮನೆ (4) — [1240, 2216, 1320, 2230]
section-title: ಕ್ರೀಡೆ — [585, 56, 662, 116]
crossword-cell[interactable] — [881, 2140, 916, 2176]
paper-name: ಹೊಸ ದಿಗಂತ — [1221, 63, 1382, 106]
masthead-day: ಬುಧವಾರ — [107, 73, 162, 93]
crossword-block — [845, 2105, 881, 2140]
crossword-cell[interactable] — [1058, 1998, 1094, 2034]
crossword-block — [987, 1998, 1023, 2034]
runner-figure — [259, 1253, 312, 1503]
crossword-clue: 14.ವ್ಯಾಪಾರ — [1142, 2154, 1189, 2168]
semis-body: ಬೆಂಗಳೂರು: ವಿಜಯ್ ಹಜಾರೆ ಟ್ರೋಫಿಯ ಕ್ವಾರ್ಟರ್ ಫೈನಲ್‌ನಲ್ಲಿ ದಿಲ್ಲಿಯನ್ನು ಸೋಲಿಸಿದ ವಿದರ್ಭ ಸೆಮಿಫೈನಲ್ ಪ್ರವೇಶಿಸಿದೆ. ಇದೇವೇಳೆ, ಇನ್ನೊಂದು ಕ್ವಾರ್ಟರ್ ಫೈನಲ್‌ನಲ್ಲಿ ಪಂಜಾಬ್ ತಂಡವು ಮಧ್ಯಪ್ರದೇಶವನ್ನು ಸೋಲಿಸಿ ಸೆಮಿಫೈನಲ್‌ಗೆ ಲಗ್ಗೆ ಇಟ್ಟಿದೆ. ಯಶ್ ರಾಥೋಡ್ ಅವರ ಅಮೋಘ ಶತಕದ ನೆರವಿನಿಂದ ವಿದರ್ಭವು 50 ಓವರ್‌ಗಳಲ್ಲಿ 9 ವಿಕೆಟ್ ಕಳೆದುಕೊಂಡು 300 ರನ್ ಗಳಿಸಿತು. ಯಶ್ ರಾಥೋಡ್ 86 ರನ್ ಗಳಿಸಿದ್ದರೆ, ಅಥರ್ವ 62 ರನ್ ಮಾಡಿದರು. ಧ್ರುವ್ 49 ರನ್ ಕೊಡುಗೆ ನೀಡಿದರು. ಇದಕ್ಕುತ್ತರವಾಗಿ ದಿಲ್ಲಿ 224 ರನ್ ಗಳಿಸಲಷ್ಟೇ ಶಕ್ತವಾಯಿತು. ನಚಿಕೇತ್ ಮತ್ತು ಹರ್ಷ್ ದುಬೆ ಅವರ ಬೌಲಿಂಗ್ ದಾಳಿಗೆ ದಿಲ್ಲಿ ಬ್ಯಾಟರ್‌ಗಳು ನಿರುತ್ತರರಾದರು. ಅನುಜ್ ರಾವತ್ ಹೋರಾಟದ 66 ರನ್ ಗಳಿಸಿದರೂ ತಂಡವನ್ನು ಗೆಲುವಿನ ದಡ ಸೇರಿಸಲು ಸಾಧ್ಯವಾಗಲಿಲ್ಲ. ನಚಿಕೇತ್ 4 ವಿಕೆಟ್ ಪಡೆದರೆ, ದುಬೆ 3 ವಿಕೆಟ್ ಗಳಿಸಿದರು. — [806, 1165, 1089, 1322]
crossword-clue: 9.ಉದ್ದಗಲ (4) — [1240, 2000, 1301, 2014]
crossword-clue: 3.ಸಂಘಟನೆ — [1142, 2206, 1186, 2220]
crossword-clue: 8.ಉದ್ದವಾದ ಕೋಲು (4) — [1240, 2187, 1336, 2202]
crossword-block — [810, 2247, 845, 2282]
crossword-clue: 10.ಕಾಲದಿ — [1142, 2126, 1183, 2139]
crossword-title-letter: ದ — [903, 1914, 941, 1952]
prev-down-list — [1142, 2192, 1228, 2307]
lead-tail: ಬಳಗದಲ್ಲಿ ಅವರಿಗೆ ಸ್ಥಾನ ದೊರೆತೀತೆಂದು ಹೇಳಲಾಗಿದೆ. ನಿತೀಶ್ ಕುಮಾರ್ ರೆಡ್ಡಿ ಈಗಾಗಲೇ ತಂಡದಲ್ಲಿರುವುದರಿಂದ ಅವರು ವಾಷಿಂಗ್ಟನ್ ಜಾಗವನ್ನು ತುಂಬುವ ಸಾಧ್ಯತೆ ಅಧಿಕವಾಗಿದೆ. — [1245, 979, 1495, 1021]
crossword-cell-number: 2 — [919, 2001, 926, 2011]
crossword-title — [859, 1914, 1030, 1958]
badoni-tag: ಬದೋನಿ ಆಯ್ಕೆ: ಗಂಭೀರ್‌ಗೆ ಟೀಕೆ — [641, 814, 794, 860]
section-divider — [38, 1052, 1506, 1053]
prev-across-title: ಎಡದಿಂದ ಬಲಕ್ಕೆ — [1142, 2036, 1208, 2051]
crossword-cell[interactable] — [881, 2211, 916, 2247]
crossword-cell[interactable] — [845, 2069, 881, 2105]
crossword-clue: 11.ವನಿತಾ — [1142, 2278, 1183, 2292]
runner-figure — [355, 1234, 413, 1503]
crossword-block — [845, 2034, 881, 2069]
lead-headline: ಸರಣಿ ಗೆಲುವಿಗೆ ಭಾರತದ ಯೋಜನೆ — [341, 200, 1121, 280]
bangla-headline: ಭಾರತಕ್ಕೆ ಬರುವುದಿಲ್ಲ: ಬಾಂಗ್ಲಾ ಪಟ್ಟು — [806, 1488, 1107, 1517]
crossword-clue: 4.ನಿರಂತರ — [1142, 2221, 1181, 2234]
crossword-clue: 9.ಬಟ್ಟೆಗೆ ಹಾಕುವುದು (4) — [1240, 2202, 1336, 2216]
crossword-cell-number: 13 — [813, 2285, 825, 2296]
crossword-title-letter: ಬಂ — [947, 1914, 985, 1952]
crossword-cell[interactable] — [916, 2211, 952, 2247]
crossword-cell[interactable] — [1094, 2105, 1129, 2140]
crossword-block — [1058, 2247, 1094, 2282]
section-divider — [796, 1474, 1506, 1475]
crossword-cell[interactable] — [987, 2282, 1023, 2318]
punjab-body: ಮತ್ತೊಂದು ಕ್ವಾರ್ಟರ್‌ಫೈನಲ್‌ನಲ್ಲಿ ಪಂಜಾಬ್ ತಂಡವು ಮಧ್ಯಪ್ರದೇಶ ತಂಡವನ್ನು 183 ರನ್‌ಗಳಿಂದ ಸೋಲಿಸಿತು. ಮೊದಲು ಬ್ಯಾಟ್ ಮಾಡಿದ ಪಂಜಾಬ್ 6 ವಿಕೆಟ್‌ಗೆ 345 ರನ್‌ಗಳ ಬೃಹತ್ ಮೊತ್ತ ಪೇರಿಸಿತು. ಪ್ರಭ್‌ಸಿಮ್ರನ್ ಸಿಂಗ್ 88 ರನ್ ಗಳಿಸಿದರು. ಅನ್ಮೋಲ್‌ಪ್ರೀತ್ ಸಿಂಗ್ 70 ರನ್, ನೇಹಾಲ್ ವಧೇರಾ 56 ರನ್ ಗಳಿಸಿದ್ದರೆ, ಹರ್ಪ್ರೀತ್ ಸಿಂಗ್ 51 ರನ್ ಗಳಿಸಿದರು. ಇದಕ್ಕುತ್ತರವಾಗಿ ಮಧ್ಯಪ್ರದೇಶವು ಕೇವಲ 162 ರನ್ ಗಳಿಸಿ ಆಲೌಟಾಯಿತು. ಸ್ಪಿನ್ನರ್ ಸನ್ವೀರ್ ಸಿಂಗ್ 3 ವಿಕೆಟ್ ಪಡೆದರೆ, ಗುರ್ನೂರ್ ಬ್ರಾರ್, ಕ್ರಿಶ್ ಭಗತ್ ಮತ್ತು ರಮಣ್‌ದೀಪ್ ಸಿಂಗ್ ತಲಾ 2 ವಿಕೆಟ್ ಪಡೆದರು. — [1272, 1200, 1499, 1343]
crossword-cell-number: 8 — [813, 2178, 819, 2189]
crossword-block — [881, 1998, 916, 2034]
crossword-clue: 5.ದೊಡ್ಡವನು ಕಾಲ ಸಾಕುವುದು (4) — [1240, 1956, 1370, 1970]
crossword-cell[interactable] — [916, 2069, 952, 2105]
page-number: 11 — [1334, 102, 1386, 135]
color-strip — [931, 1879, 1075, 1891]
crossword-title-letter: ಪ — [859, 1914, 897, 1952]
brief-headline: ಬೆಂಗಳೂರಿನಲ್ಲಿಲ್ಲ ಆರ್‌ಸಿಬಿ ಪಂದ್ಯಗಳು! — [58, 664, 239, 717]
mumbai-headline: ಮುಂಬೈಗೆ 193 ರನ್ ಕಠಿಣ ಸವಾಲು — [1243, 1488, 1478, 1552]
crossword-clue: 12.ಮಿತ್ರ ಬಳಗ (3) — [1240, 2230, 1316, 2245]
